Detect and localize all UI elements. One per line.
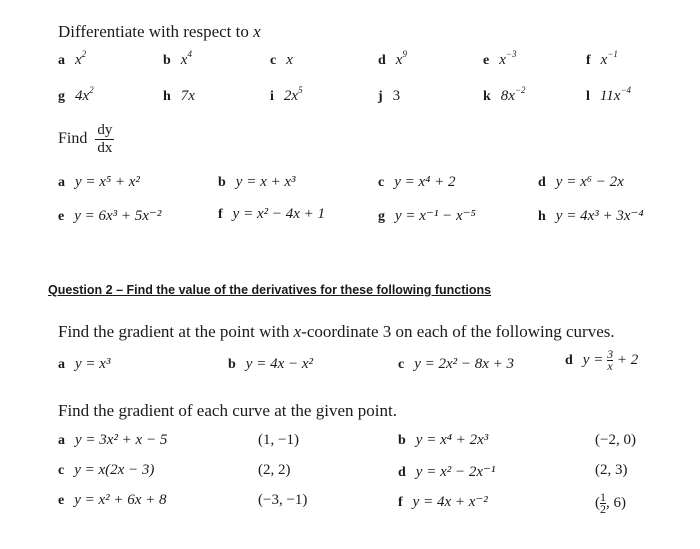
section2-item-b	[218, 174, 296, 191]
part2-point-f	[595, 492, 626, 515]
item-expression: y = 4x + x⁻²	[412, 494, 488, 510]
item-label: f	[398, 495, 403, 510]
item-expression: y = x² + 6x + 8	[74, 492, 167, 508]
exponent: 4	[187, 49, 192, 59]
dydx-fraction: $\frac{dy}{dx}$	[97, 122, 113, 156]
section1-item-h	[163, 88, 195, 105]
exponent: 2	[81, 49, 87, 59]
item-label: a	[58, 357, 65, 372]
part2-point-b: (−2, 0)	[595, 432, 636, 448]
item-expression: 7x	[180, 88, 195, 104]
item-label: e	[58, 493, 65, 508]
item-expression: $2x^5$	[283, 85, 303, 104]
item-label: a	[58, 433, 65, 448]
find-dydx: Find $\frac{dy}{dx}$	[58, 122, 113, 156]
item-expression: y = 3x² + x − 5	[75, 432, 168, 448]
section1-item-l	[586, 85, 632, 105]
part2-item-c	[58, 462, 154, 479]
item-expression: y = x(2x − 3)	[74, 462, 155, 478]
item-label: c	[270, 53, 277, 68]
item-label: l	[586, 89, 590, 104]
expression-prefix: y =	[582, 351, 608, 368]
item-label: k	[483, 89, 491, 104]
item-expression: $8x^{-2}$	[500, 85, 526, 104]
point-prefix: (	[595, 494, 600, 511]
part2-item-f	[398, 492, 488, 511]
section2-item-h	[538, 206, 644, 225]
section1-title: Differentiate with respect to x	[58, 22, 261, 41]
item-label: h	[538, 209, 546, 224]
item-expression: y = x² − 4x + 1	[232, 206, 326, 222]
section2-item-e	[58, 206, 161, 225]
exponent: −4	[620, 85, 632, 95]
exponent: 2	[89, 85, 94, 95]
item-label: e	[58, 209, 65, 224]
item-expression: y = x⁻¹ − x⁻⁵	[395, 208, 476, 224]
expression-suffix: + 2	[613, 351, 639, 368]
item-label: d	[565, 352, 573, 368]
section1-item-c	[270, 52, 293, 69]
item-label: b	[398, 433, 406, 448]
section1-item-d	[378, 49, 407, 69]
fraction-denominator: 2	[600, 502, 606, 516]
section2-item-g	[378, 206, 476, 225]
part2-instruction: Find the gradient of each curve at the given point.	[58, 401, 397, 420]
item-expression: $x^2$	[75, 49, 87, 68]
item-label: d	[538, 175, 546, 190]
item-expression: y = x³	[75, 356, 111, 372]
point-suffix: , 6)	[606, 494, 626, 511]
item-label: c	[398, 357, 405, 372]
fraction-numerator: 1	[600, 490, 606, 504]
exponent: 5	[298, 85, 303, 95]
item-expression	[582, 347, 639, 373]
item-label: c	[378, 175, 385, 190]
part2-point-e: (−3, −1)	[258, 492, 308, 508]
part1-item-a	[58, 356, 110, 373]
item-expression: $11x^{-4}$	[599, 85, 632, 104]
item-label: f	[586, 53, 591, 68]
part1-item-d	[565, 349, 638, 372]
section1-item-e	[483, 49, 517, 69]
section1-item-j	[378, 88, 400, 105]
item-label: b	[228, 357, 236, 372]
item-expression: y = 4x − x²	[245, 356, 314, 372]
item-expression: y = 2x² − 8x + 3	[414, 356, 515, 372]
section2-item-c	[378, 174, 456, 191]
exponent: −2	[514, 85, 526, 95]
item-label: b	[163, 53, 171, 68]
section1-item-k	[483, 85, 526, 105]
section2-item-d	[538, 174, 624, 191]
part2-item-d	[398, 462, 495, 481]
item-expression: y = x² − 2x⁻¹	[415, 464, 496, 480]
item-expression: y = x⁴ + 2x³	[415, 432, 489, 448]
part1-instruction: Find the gradient at the point with x-coordinate 3 on each of the following curves.	[58, 322, 615, 341]
part2-point-a: (1, −1)	[258, 432, 299, 448]
section1-item-g	[58, 85, 94, 105]
part2-point-d: (2, 3)	[595, 462, 628, 478]
part2-item-e	[58, 492, 167, 509]
item-label: f	[218, 207, 223, 222]
part1-item-b	[228, 356, 313, 373]
item-expression: y = x + x³	[235, 174, 296, 190]
item-expression: y = x⁴ + 2	[394, 174, 456, 190]
section2-item-f	[218, 206, 325, 223]
item-expression: x	[286, 52, 293, 68]
exponent: 9	[402, 49, 407, 59]
section1-item-a	[58, 49, 87, 69]
item-expression: $x^4$	[180, 49, 192, 68]
section1-item-f	[586, 49, 618, 69]
item-label: j	[378, 89, 383, 104]
item-label: a	[58, 175, 65, 190]
item-expression: y = 6x³ + 5x⁻²	[74, 208, 162, 224]
item-label: b	[218, 175, 226, 190]
item-expression: $4x^2$	[75, 85, 94, 104]
item-label: g	[378, 209, 385, 224]
item-expression: y = x⁵ + x²	[75, 174, 140, 190]
item-label: h	[163, 89, 171, 104]
item-label: c	[58, 463, 65, 478]
item-expression: y = x⁶ − 2x	[555, 174, 624, 190]
fraction-numerator: 3	[607, 347, 614, 361]
item-label: i	[270, 89, 274, 104]
item-expression: $x^{-3}$	[499, 49, 517, 68]
item-label: a	[58, 53, 65, 68]
item-label: g	[58, 89, 65, 104]
item-expression: $x^9$	[395, 49, 407, 68]
section1-item-b	[163, 49, 192, 69]
part1-item-c	[398, 356, 514, 373]
item-expression: 3	[392, 88, 401, 104]
exponent: −3	[505, 49, 517, 59]
part2-item-b	[398, 432, 488, 449]
part2-point-c: (2, 2)	[258, 462, 291, 478]
item-expression: $x^{-1}$	[600, 49, 618, 68]
item-label: d	[378, 53, 386, 68]
item-label: e	[483, 53, 490, 68]
item-expression: y = 4x³ + 3x⁻⁴	[555, 208, 644, 224]
question2-heading: Question 2 – Find the value of the derivatives for these following functions	[48, 283, 492, 297]
item-label: d	[398, 465, 406, 480]
section2-item-a	[58, 174, 140, 191]
fraction-denominator: x	[607, 359, 613, 373]
section1-item-i	[270, 85, 303, 105]
exponent: −1	[607, 49, 618, 59]
part2-item-a	[58, 432, 167, 449]
